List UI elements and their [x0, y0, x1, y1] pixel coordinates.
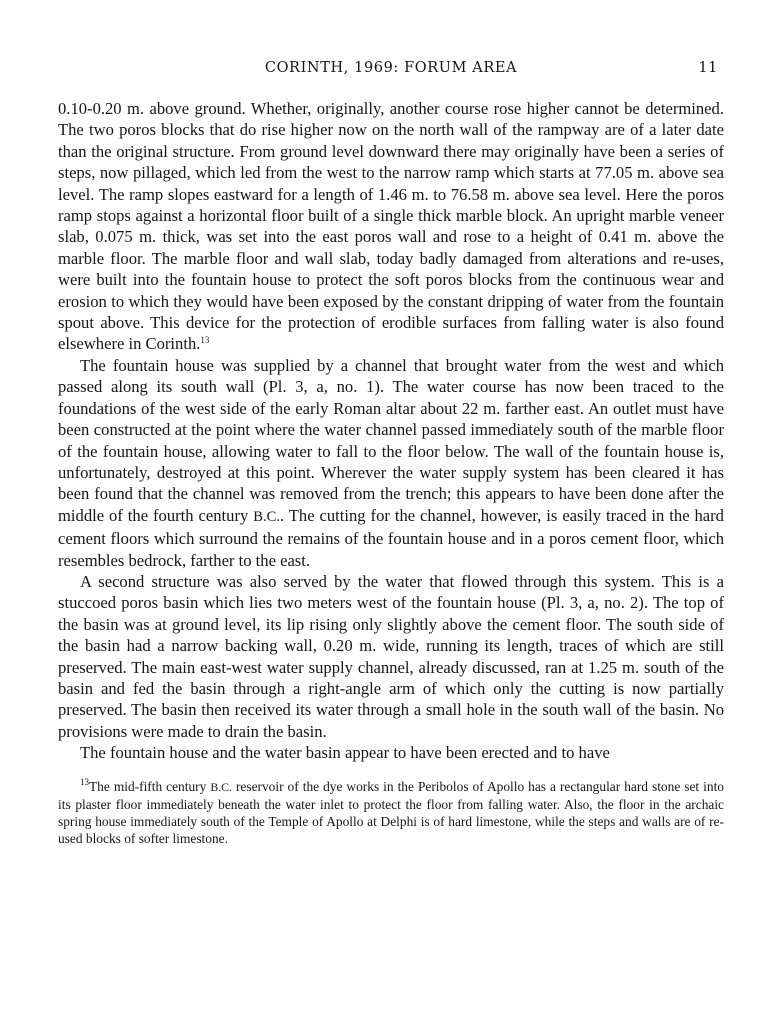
- page: [58, 60, 724, 847]
- footnote: [58, 778, 724, 848]
- body-text: [58, 98, 724, 764]
- paragraph-text: The fountain house was supplied by a channel that brought water from the west and which passed along its south wall (Pl. 3, a, no. 1). The water course has now been traced to the foundations of the west side of the early Roman altar about 22 m. farther east. An outlet must have been constructed at the point where the water channel passed immediately south of the marble floor of the fountain house, allowing water to fall to the floor below. The wall of the fountain house is, unfortunately, destroyed at this point. Wherever the water supply system has been cleared it has been found that the channel was removed from the trench; this appears to have been done after the middle of the fourth century: [58, 355, 724, 525]
- footnote-number: 13: [80, 776, 89, 787]
- footnote-text: reservoir of the dye works in the Peribolos of Apollo has a rectangular hard stone set into its plaster floor immediately beneath the water inlet to protect the floor from falling water. Also, the floor in the archaic spring house immediately south of the Temple of Apollo at Delphi is of hard limestone, while the steps and walls are of re-used blocks of softer limestone.: [58, 778, 724, 847]
- footnote-reference: 13: [200, 335, 210, 346]
- paragraph-text: The fountain house and the water basin appear to have been erected and to have: [80, 743, 610, 763]
- era-abbreviation: B.C.: [210, 779, 232, 794]
- paragraph-text: 0.10-0.20 m. above ground. Whether, originally, another course rose higher cannot be determined. The two poros blocks that do rise higher now on the north wall of the rampway are of a later date than the original structure. From ground level downward there may originally have been a series of steps, now pillaged, which led from the west to the narrow ramp which starts at 77.05 m. above sea level. The ramp slopes eastward for a length of 1.46 m. to 76.58 m. above sea level. Here the poros ramp stops against a horizontal floor built of a single thick marble block. An upright marble veneer slab, 0.075 m. thick, was set into the east poros wall and rose to a height of 0.41 m. above the marble floor. The marble floor and wall slab, today badly damaged from alterations and re-uses, were built into the fountain house to protect the soft poros blocks from the continuous wear and erosion to which they would have been exposed by the constant dripping of water from the fountain spout above. This device for the protection of erodible surfaces from falling water is also found elsewhere in Corinth.: [58, 99, 724, 354]
- paragraph: [58, 571, 724, 742]
- paragraph-text: . The cutting for the channel, however, is easily traced in the hard cement floors which surround the remains of the fountain house and in a poros cement floor, which resembles bedrock, farther to the east.: [58, 505, 724, 570]
- paragraph: [58, 98, 724, 355]
- page-number: 11: [698, 60, 718, 76]
- paragraph-text: A second structure was also served by the water that flowed through this system. This is a stuccoed poros basin which lies two meters west of the fountain house (Pl. 3, a, no. 2). The top of the basin was at ground level, its lip rising only slightly above the cement floor. The south side of the basin had a narrow backing wall, 0.20 m. wide, running its length, traces of which are still preserved. The main east-west water supply channel, already discussed, ran at 1.25 m. south of the basin and fed the basin through a right-angle arm of which only the cutting is now partially preserved. The basin then received its water through a small hole in the south wall of the basin. No provisions were made to drain the basin.: [58, 571, 724, 741]
- paragraph: [58, 355, 724, 571]
- footnote-text: The mid-fifth century: [89, 778, 207, 794]
- running-head: [58, 60, 724, 84]
- paragraph: [58, 742, 724, 763]
- era-abbreviation: B.C.: [253, 508, 280, 525]
- running-head-title: CORINTH, 1969: FORUM AREA: [264, 60, 518, 76]
